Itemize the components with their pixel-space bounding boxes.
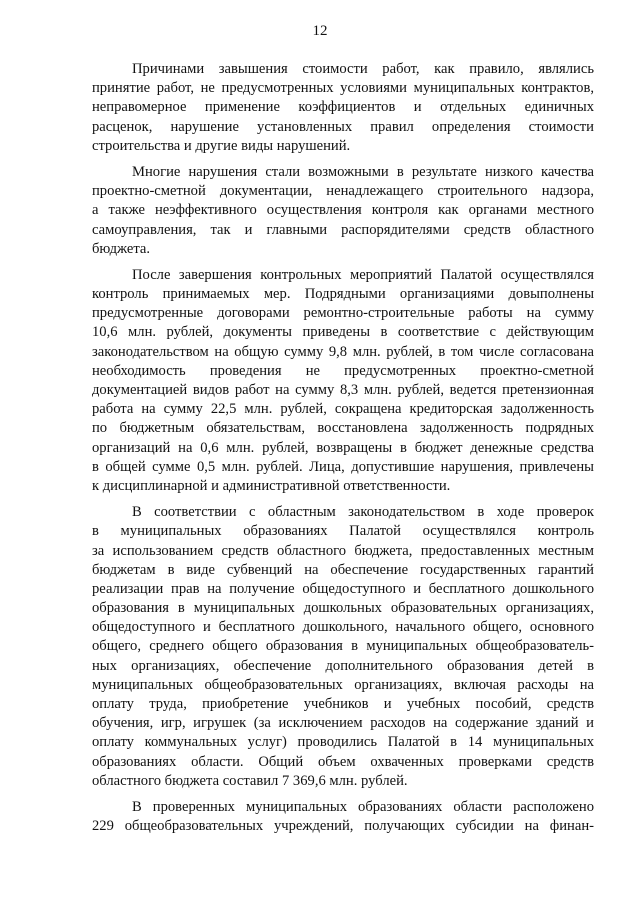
text-line: по бюджетным обязательствам, восстановлена задолженность подрядных [92, 420, 594, 437]
text-line: необходимость проведения не предусмотренных проектно-сметной [92, 362, 594, 379]
text-line: в общей сумме 0,5 млн. рублей. Лица, допустившие нарушения, привлечены [92, 458, 594, 475]
text-line: а также неэффективного осуществления контроля как органами местного [92, 202, 594, 219]
paragraph [92, 798, 594, 836]
body-text [92, 60, 594, 843]
text-line: предусмотренные договорами ремонтно-строительные работы на сумму [92, 305, 594, 322]
text-line: контроль принимаемых мер. Подрядными организациями довыполнены [92, 286, 594, 303]
text-line: обучения, игр, игрушек (за исключением расходов на содержание зданий и [92, 715, 594, 732]
text-line: оплату коммунальных услуг) проводились Палатой в 14 муниципальных [92, 734, 594, 751]
text-line: работа на сумму 22,5 млн. рублей, сокращена кредиторская задолженность [92, 401, 594, 418]
text-line: После завершения контрольных мероприятий Палатой осуществлялся [132, 266, 594, 283]
text-line: 229 общеобразовательных учреждений, получающих субсидии на финан- [92, 818, 594, 835]
text-line: образованиях области. Общий объем охваченных проверками средств [92, 753, 594, 770]
text-line: образования в муниципальных дошкольных образовательных организациях, [92, 600, 594, 617]
text-line: Причинами завышения стоимости работ, как правило, являлись [132, 61, 594, 77]
text-line: самоуправления, так и главными распорядителями средств областного [92, 221, 594, 238]
text-line: бюджетам в виде субвенций на обеспечение государственных гарантий [92, 561, 594, 578]
text-line: к дисциплинарной и административной ответственности. [92, 477, 451, 494]
text-line: общедоступного и бесплатного дошкольного, начального общего, основного [92, 619, 594, 636]
text-line: 10,6 млн. рублей, документы приведены в соответствие с действующим [92, 324, 594, 341]
text-line: ных организациях, обеспечение дополнительного образования детей в [92, 657, 594, 674]
text-line: законодательством на общую сумму 9,8 млн. рублей, в том числе согласована [92, 343, 594, 360]
text-line: за использованием средств областного бюджета, предоставленных местным [92, 542, 594, 559]
text-line: бюджета. [92, 240, 151, 257]
text-line: проектно-сметной документации, ненадлежащего строительного надзора, [92, 183, 594, 200]
text-line: организаций на 0,6 млн. рублей, возвращены в бюджет денежные средства [92, 439, 594, 456]
text-line: принятие работ, не предусмотренных условиями муниципальных контрактов, [92, 80, 594, 97]
paragraph [92, 266, 594, 496]
text-line: муниципальных общеобразовательных организациях, включая расходы на [92, 676, 594, 693]
text-line: в муниципальных образованиях Палатой осуществлялся контроль [92, 523, 594, 540]
text-line: В проверенных муниципальных образованиях области расположено [132, 798, 594, 815]
text-line: общего, среднего общего образования в муниципальных общеобразователь- [92, 638, 594, 655]
text-line: строительства и другие виды нарушений. [92, 137, 351, 154]
page-number: 12 [312, 23, 328, 39]
text-line: неправомерное применение коэффициентов и отдельных единичных [92, 99, 594, 116]
text-line: расценок, нарушение установленных правил определения стоимости [92, 118, 594, 135]
paragraph [92, 503, 594, 791]
text-line: В соответствии с областным законодательством в ходе проверок [132, 504, 594, 521]
text-line: областного бюджета составил 7 369,6 млн. рублей. [92, 772, 408, 789]
text-line: оплату труда, приобретение учебников и учебных пособий, средств [92, 696, 594, 712]
paragraph [92, 163, 594, 259]
paragraph [92, 60, 594, 156]
text-line: реализации прав на получение общедоступного и бесплатного дошкольного [92, 580, 594, 597]
text-line: Многие нарушения стали возможными в результате низкого качества [132, 163, 594, 180]
text-line: документацией видов работ на сумму 8,3 млн. рублей, ведется претензионная [92, 382, 594, 398]
